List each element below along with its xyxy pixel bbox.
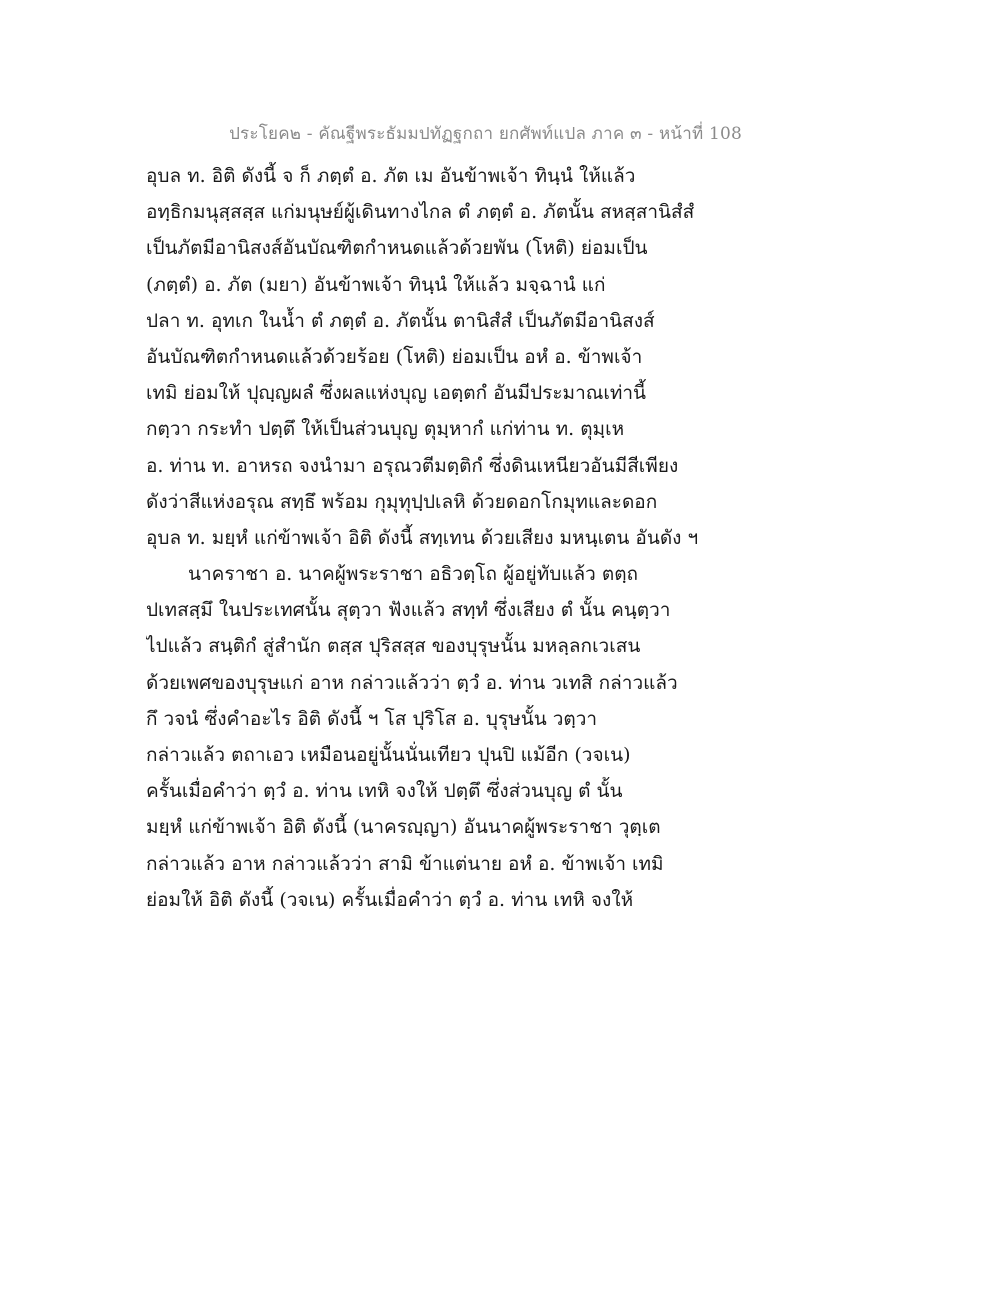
text-line: ครั้นเมื่อคำว่า ตฺวํ อ. ท่าน เทหิ จงให้ ปตฺตึ ซึ่งส่วนบุญ ตํ นั้น	[146, 780, 623, 803]
text-line: อุบล ท. มยฺหํ แก่ข้าพเจ้า อิติ ดังนี้ สทฺเทน ด้วยเสียง มหนฺเตน อันดัง ฯ	[146, 526, 699, 549]
text-line: เป็นภัตมีอานิสงส์อันบัณฑิตกำหนดแล้วด้วยพัน (โหติ) ย่อมเป็น	[146, 237, 648, 260]
text-line: อุบล ท. อิติ ดังนี้ จ ก็ ภตฺตํ อ. ภัต เม อันข้าพเจ้า ทินฺนํ ให้แล้ว	[146, 165, 636, 187]
text-line: ด้วยเพศของบุรุษแก่ อาห กล่าวแล้วว่า ตฺวํ อ. ท่าน วเทสิ กล่าวแล้ว	[146, 671, 678, 694]
text-line: กล่าวแล้ว ตถาเอว เหมือนอยู่นั้นนั่นเทียว ปุนปิ แม้อีก (วจเน)	[146, 744, 631, 766]
running-header: ประโยค๒ - คัณฐีพระธัมมปทัฏฐกถา ยกศัพท์แปล ภาค ๓ - หน้าที่ 108	[229, 124, 742, 144]
text-line: มยฺหํ แก่ข้าพเจ้า อิติ ดังนี้ (นาครญฺญา) อันนาคผู้พระราชา วุตฺเต	[146, 816, 661, 839]
text-line: ย่อมให้ อิติ ดังนี้ (วจเน) ครั้นเมื่อคำว่า ตฺวํ อ. ท่าน เทหิ จงให้	[146, 888, 634, 911]
text-line: เทมิ ย่อมให้ ปุญฺญผลํ ซึ่งผลแห่งบุญ เอตฺตกํ อันมีประมาณเท่านี้	[146, 382, 647, 405]
text-line: กตฺวา กระทำ ปตฺตึ ให้เป็นส่วนบุญ ตุมฺหากํ แก่ท่าน ท. ตุมฺเห	[146, 418, 625, 441]
paragraph-first-line: นาคราชา อ. นาคผู้พระราชา อธิวตฺโถ ผู้อยู่ทับแล้ว ตตฺถ	[188, 563, 639, 586]
text-line: กล่าวแล้ว อาห กล่าวแล้วว่า สามิ ข้าแต่นาย อหํ อ. ข้าพเจ้า เทมิ	[146, 852, 664, 875]
text-line: ไปแล้ว สนฺติกํ สู่สำนัก ตสฺส ปุริสสฺส ของบุรุษนั้น มหลฺลกเวเสน	[146, 635, 641, 658]
text-line: อันบัณฑิตกำหนดแล้วด้วยร้อย (โหติ) ย่อมเป็น อหํ อ. ข้าพเจ้า	[146, 345, 643, 368]
text-line: (ภตฺตํ) อ. ภัต (มยา) อันข้าพเจ้า ทินฺนํ ให้แล้ว มจฺฉานํ แก่	[146, 273, 606, 296]
text-line: อ. ท่าน ท. อาหรถ จงนำมา อรุณวตีมตฺติกํ ซึ่งดินเหนียวอันมีสีเพียง	[146, 454, 679, 477]
text-line: อทฺธิกมนุสฺสสฺส แก่มนุษย์ผู้เดินทางไกล ตํ ภตฺตํ อ. ภัตนั้น สหสฺสานิสํสํ	[146, 201, 695, 224]
body-text	[146, 158, 866, 918]
text-line: ปเทสสฺมึ ในประเทศนั้น สุตฺวา ฟังแล้ว สทฺทํ ซึ่งเสียง ตํ นั้น คนฺตฺวา	[146, 599, 671, 622]
text-line: ดังว่าสีแห่งอรุณ สทฺธึ พร้อม กุมุทุปฺปเลหิ ด้วยดอกโกมุทและดอก	[146, 490, 658, 513]
text-line: ปลา ท. อุทเก ในน้ำ ตํ ภตฺตํ อ. ภัตนั้น ตานิสํสํ เป็นภัตมีอานิสงส์	[146, 309, 655, 332]
text-line: กึ วจนํ ซึ่งคำอะไร อิติ ดังนี้ ฯ โส ปุริโส อ. บุรุษนั้น วตฺวา	[146, 707, 598, 730]
